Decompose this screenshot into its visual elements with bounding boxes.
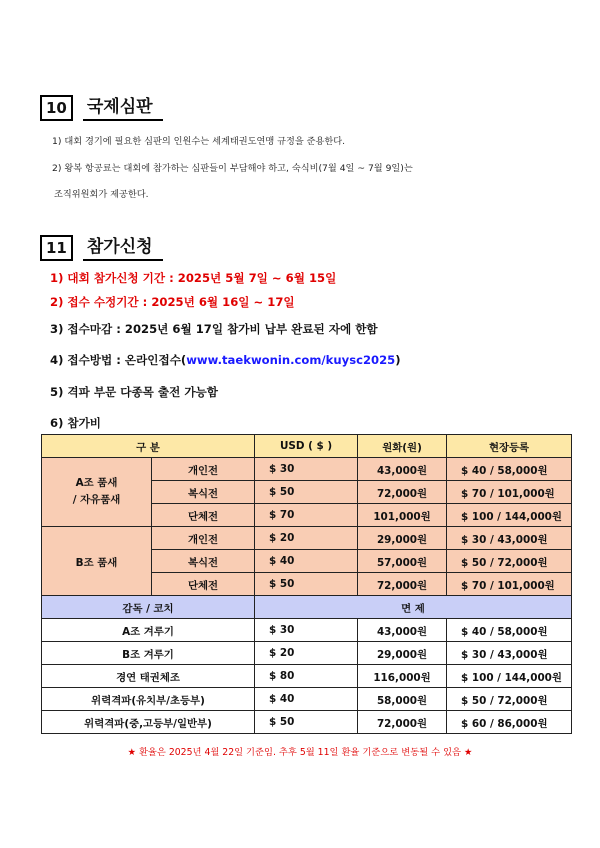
onsite-cell: $ 40 / 58,000원 [447,458,572,481]
usd-cell: $ 20 [255,642,358,665]
group-b-label: B조 품새 [42,527,152,596]
sub-category: 단체전 [152,504,255,527]
sub-category: 단체전 [152,573,255,596]
sub-category: 복식전 [152,481,255,504]
onsite-cell: $ 100 / 144,000원 [447,665,572,688]
usd-cell: $ 40 [255,550,358,573]
section-title: 참가신청 [83,236,163,261]
header-krw: 원화(원) [358,435,447,458]
application-method [50,353,401,367]
krw-cell: 72,000원 [358,711,447,734]
table-header-row [42,435,572,458]
category-label: B조 겨루기 [42,642,255,665]
onsite-cell: $ 70 / 101,000원 [447,573,572,596]
deadline: 3) 접수마감 : 2025년 6월 17일 참가비 납부 완료된 자에 한함 [50,322,378,336]
method-suffix: ) [395,353,401,367]
fee-heading: 6) 참가비 [50,416,102,430]
onsite-cell: $ 30 / 43,000원 [447,642,572,665]
header-onsite: 현장등록 [447,435,572,458]
sub-category: 복식전 [152,550,255,573]
onsite-cell: $ 50 / 72,000원 [447,688,572,711]
onsite-cell: $ 30 / 43,000원 [447,527,572,550]
category-label: 위력격파(중,고등부/일반부) [42,711,255,734]
krw-cell: 58,000원 [358,688,447,711]
paragraph: 조직위원회가 제공한다. [54,189,149,200]
section-10-heading [40,95,163,121]
onsite-cell: $ 100 / 144,000원 [447,504,572,527]
usd-cell: $ 30 [255,458,358,481]
modification-period: 2) 접수 수정기간 : 2025년 6월 16일 ~ 17일 [50,295,295,309]
section-title: 국제심판 [83,96,163,121]
krw-cell: 72,000원 [358,573,447,596]
table-row [42,642,572,665]
header-usd: USD ( $ ) [255,435,358,458]
table-row [42,665,572,688]
category-label: 위력격파(유치부/초등부) [42,688,255,711]
section-number: 10 [40,95,73,121]
usd-cell: $ 20 [255,527,358,550]
krw-cell: 29,000원 [358,642,447,665]
sub-category: 개인전 [152,458,255,481]
usd-cell: $ 80 [255,665,358,688]
onsite-cell: $ 70 / 101,000원 [447,481,572,504]
coach-label: 감독 / 코치 [42,596,255,619]
breaking-note: 5) 격파 부문 다종목 출전 가능함 [50,385,218,399]
onsite-cell: $ 40 / 58,000원 [447,619,572,642]
table-row [42,688,572,711]
paragraph: 1) 대회 경기에 필요한 심판의 인원수는 세계태권도연맹 규정을 준용한다. [52,136,346,147]
krw-cell: 29,000원 [358,527,447,550]
table-row [42,458,572,481]
section-number: 11 [40,235,73,261]
coach-exempt: 면 제 [255,596,572,619]
category-label: A조 겨루기 [42,619,255,642]
table-row [42,527,572,550]
section-11-heading [40,235,163,261]
usd-cell: $ 30 [255,619,358,642]
usd-cell: $ 50 [255,711,358,734]
usd-cell: $ 70 [255,504,358,527]
krw-cell: 57,000원 [358,550,447,573]
usd-cell: $ 50 [255,481,358,504]
krw-cell: 43,000원 [358,619,447,642]
sub-category: 개인전 [152,527,255,550]
paragraph: 2) 왕복 항공료는 대회에 참가하는 심판들이 부담해야 하고, 숙식비(7월 4일 ~ 7월 9일)는 [52,163,413,174]
krw-cell: 116,000원 [358,665,447,688]
header-category: 구 분 [42,435,255,458]
fee-table [41,434,572,734]
usd-cell: $ 50 [255,573,358,596]
onsite-cell: $ 50 / 72,000원 [447,550,572,573]
usd-cell: $ 40 [255,688,358,711]
method-prefix: 4) 접수방법 : 온라인접수( [50,353,187,367]
krw-cell: 101,000원 [358,504,447,527]
exchange-rate-note: ★ 환율은 2025년 4월 22일 기준임. 추후 5월 11일 환율 기준으로 변동될 수 있음 ★ [127,747,473,758]
table-row [42,711,572,734]
category-label: 경연 태권체조 [42,665,255,688]
krw-cell: 72,000원 [358,481,447,504]
registration-link[interactable]: www.taekwonin.com/kuysc2025 [186,353,396,367]
group-a-label: A조 품새 / 자유품새 [42,458,152,527]
krw-cell: 43,000원 [358,458,447,481]
table-row [42,619,572,642]
application-period: 1) 대회 참가신청 기간 : 2025년 5월 7일 ~ 6월 15일 [50,271,337,285]
onsite-cell: $ 60 / 86,000원 [447,711,572,734]
coach-row [42,596,572,619]
